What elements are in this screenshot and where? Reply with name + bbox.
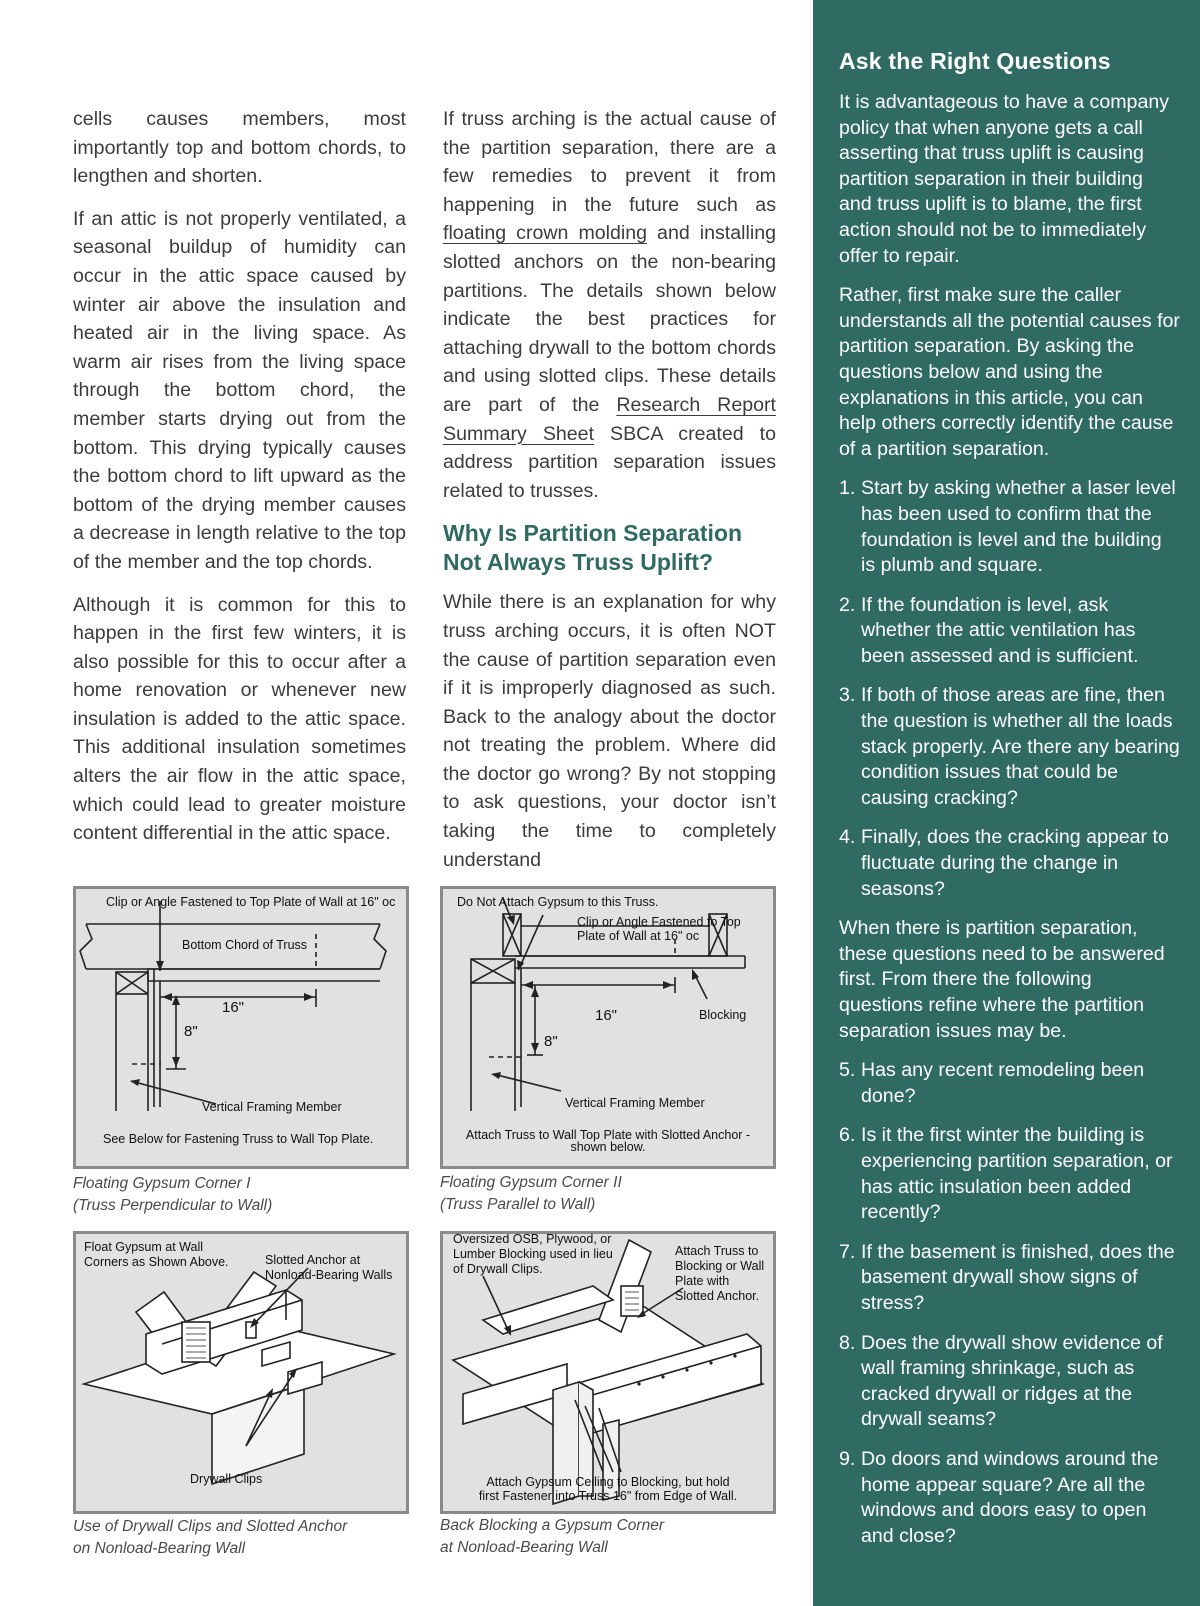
label-line: Attach Truss to (675, 1244, 759, 1258)
item-number: 4. (839, 826, 856, 849)
item-text: If the basement is finished, does the basement drywall show signs of stress? (861, 1240, 1175, 1314)
list-item (839, 1331, 1180, 1433)
paragraph: cells causes members, most importantly top and bottom chords, to lengthen and shorten. (73, 108, 406, 188)
item-text: Is it the first winter the building is experiencing partition separation, or has attic insulation been added recently? (861, 1124, 1173, 1224)
bottom-label (443, 1475, 773, 1503)
label-line: Blocking or Wall (675, 1259, 765, 1273)
item-text: If the foundation is level, ask whether the attic ventilation has been assessed and is sufficient. (861, 593, 1139, 667)
dimension-8: 8" (184, 1023, 198, 1040)
bottom-label (443, 1129, 773, 1153)
label-line: Attach Truss to Wall Top Plate with Slotted Anchor - (465, 1128, 751, 1142)
item-text: Do doors and windows around the home appear square? Are all the windows and doors easy to open and close? (861, 1447, 1159, 1547)
list-item (839, 1447, 1180, 1549)
label-line: Nonload-Bearing Walls (265, 1268, 393, 1282)
item-text: Does the drywall show evidence of wall framing shrinkage, such as cracked drywall or ridges at the drywall seams? (861, 1331, 1163, 1431)
figure-3-caption (73, 1516, 413, 1560)
caption-line: (Truss Parallel to Wall) (440, 1196, 596, 1213)
blocking-label: Blocking (699, 1008, 747, 1022)
figure-1-drawing (76, 889, 406, 1166)
list-item (839, 1058, 1180, 1109)
item-text: Start by asking whether a laser level has been used to confirm that the foundation is level and the building is plumb and square. (861, 477, 1176, 577)
vertical-member-label: Vertical Framing Member (202, 1100, 342, 1114)
chord-label: Bottom Chord of Truss (182, 938, 308, 952)
body-column-1 (73, 105, 406, 862)
item-number: 6. (839, 1124, 856, 1147)
attach-truss-label (675, 1244, 764, 1304)
figure-back-blocking (440, 1231, 776, 1514)
question-list (839, 1058, 1180, 1549)
sidebar-paragraph: Rather, first make sure the caller understands all the potential causes for partition separation. By asking the questions below and using the explanations in this article, you can help others correctly identify the cause of a partition separation. (839, 284, 1180, 460)
figure-floating-gypsum-corner-2 (440, 886, 776, 1169)
item-text: Finally, does the cracking appear to fluctuate during the change in seasons? (861, 826, 1169, 900)
caption-line: Back Blocking a Gypsum Corner (440, 1517, 664, 1534)
floating-crown-molding-link[interactable]: floating crown molding (443, 222, 648, 245)
item-number: 2. (839, 593, 856, 616)
osb-blocking-label (453, 1232, 613, 1277)
label-line: Lumber Blocking used in lieu (453, 1247, 613, 1261)
paragraph: If an attic is not properly ventilated, a seasonal buildup of humidity can occur in the attic space caused by winter air above the insulation and heated air in the living space. As warm air rises from the living space through the bottom chord, the member starts drying out from the bottom. This drying typically causes the bottom chord to lift upward as the bottom of the drying member causes a decrease in length relative to the top of the member and the top chords. (73, 207, 406, 573)
bottom-label: See Below for Fastening Truss to Wall Top Plate. (103, 1132, 374, 1146)
label-line: Plate with (675, 1274, 730, 1288)
clip-label-line1: Clip or Angle Fastened to Top (577, 915, 741, 929)
label-line: of Drywall Clips. (453, 1262, 543, 1276)
paragraph: Although it is common for this to happen in the first few winters, it is also possible for this to occur after a home renovation or whenever new insulation is added to the attic space. This additional insulation sometimes alters the air flow in the attic space, which could lead to greater moisture content differential in the attic space. (73, 593, 406, 845)
caption-line: Use of Drywall Clips and Slotted Anchor (73, 1518, 348, 1535)
item-number: 7. (839, 1240, 856, 1263)
paragraph-text: and installing slotted anchors on the non-bearing partitions. The details shown below indicate the best practices for attaching drywall to the bottom chords and using slotted clips. These details are part of the (443, 222, 776, 416)
questions-sidebar (813, 0, 1200, 1606)
research-report-link[interactable]: Research Report Summary Sheet (443, 393, 776, 445)
figure-floating-gypsum-corner-1 (73, 886, 409, 1169)
item-number: 8. (839, 1331, 856, 1354)
label-line: shown below. (570, 1140, 646, 1154)
sidebar-paragraph: When there is partition separation, these questions need to be answered first. From there the following questions refine where the partition separation issues may be. (839, 917, 1165, 1042)
label-line: Corners as Shown Above. (84, 1255, 229, 1269)
item-text: Has any recent remodeling been done? (861, 1059, 1145, 1107)
paragraph: While there is an explanation for why truss arching occurs, it is often NOT the cause of partition separation even if it is improperly diagnosed as such. Back to the analogy about the doctor not treating the problem. Where did the doctor go wrong? By not stopping to ask questions, your doctor isn’t taking the time to completely understand (443, 591, 776, 871)
clip-label-line2: Plate of Wall at 16" oc (577, 929, 700, 943)
caption-line: Floating Gypsum Corner II (440, 1174, 622, 1191)
list-item (839, 593, 1180, 670)
label-line: Float Gypsum at Wall (84, 1240, 204, 1254)
figure-4-caption (440, 1515, 780, 1559)
item-number: 5. (839, 1059, 856, 1082)
dimension-16: 16" (595, 1007, 618, 1024)
item-text: If both of those areas are fine, then the question is whether all the loads stack properly. Are there any bearing condition issues that could be causing cracking? (861, 684, 1180, 809)
list-item (839, 1240, 1180, 1317)
body-column-2 (443, 105, 776, 888)
paragraph-text: If truss arching is the actual cause of the partition separation, there are a few remedies to prevent it from happening in the future such as (443, 108, 776, 216)
dimension-8: 8" (544, 1033, 558, 1050)
label-line: Oversized OSB, Plywood, or (453, 1232, 612, 1246)
caption-line: at Nonload-Bearing Wall (440, 1539, 608, 1556)
list-item (839, 683, 1180, 811)
list-item (839, 825, 1180, 902)
slotted-anchor-label (265, 1253, 392, 1283)
drywall-clips-label: Drywall Clips (190, 1472, 263, 1486)
sidebar-title: Ask the Right Questions (839, 48, 1111, 74)
label-line: first Fastener into Truss 16" from Edge of Wall. (478, 1489, 738, 1503)
paragraph (443, 105, 776, 505)
section-heading: Why Is Partition Separation Not Always Truss Uplift? (443, 520, 743, 575)
caption-line: Floating Gypsum Corner I (73, 1175, 251, 1192)
paragraph-text: SBCA created to address partition separation issues related to trusses. (443, 422, 776, 502)
float-gypsum-label (84, 1240, 229, 1270)
top-label: Do Not Attach Gypsum to this Truss. (457, 895, 659, 909)
list-item (839, 476, 1180, 578)
item-number: 9. (839, 1447, 856, 1470)
sidebar-paragraph: It is advantageous to have a company policy that when anyone gets a call asserting that truss uplift is causing partition separation in their building and truss uplift is to blame, the first action should not be to immediately offer to repair. (839, 91, 1170, 267)
item-number: 3. (839, 684, 856, 707)
figure-1-caption (73, 1173, 413, 1217)
item-number: 1. (839, 477, 856, 500)
label-line: Slotted Anchor. (675, 1289, 760, 1303)
list-item (839, 1123, 1180, 1225)
label-line: Attach Gypsum Ceiling to Blocking, but hold (486, 1475, 730, 1489)
dimension-16: 16" (222, 999, 245, 1016)
figure-drywall-clips (73, 1231, 409, 1514)
figure-2-caption (440, 1172, 780, 1216)
label-line: Slotted Anchor at (265, 1253, 361, 1267)
caption-line: on Nonload-Bearing Wall (73, 1540, 246, 1557)
clip-label: Clip or Angle Fastened to Top Plate of Wall at 16" oc (106, 895, 396, 909)
question-list (839, 476, 1180, 902)
caption-line: (Truss Perpendicular to Wall) (73, 1197, 273, 1214)
vertical-member-label: Vertical Framing Member (565, 1096, 705, 1110)
